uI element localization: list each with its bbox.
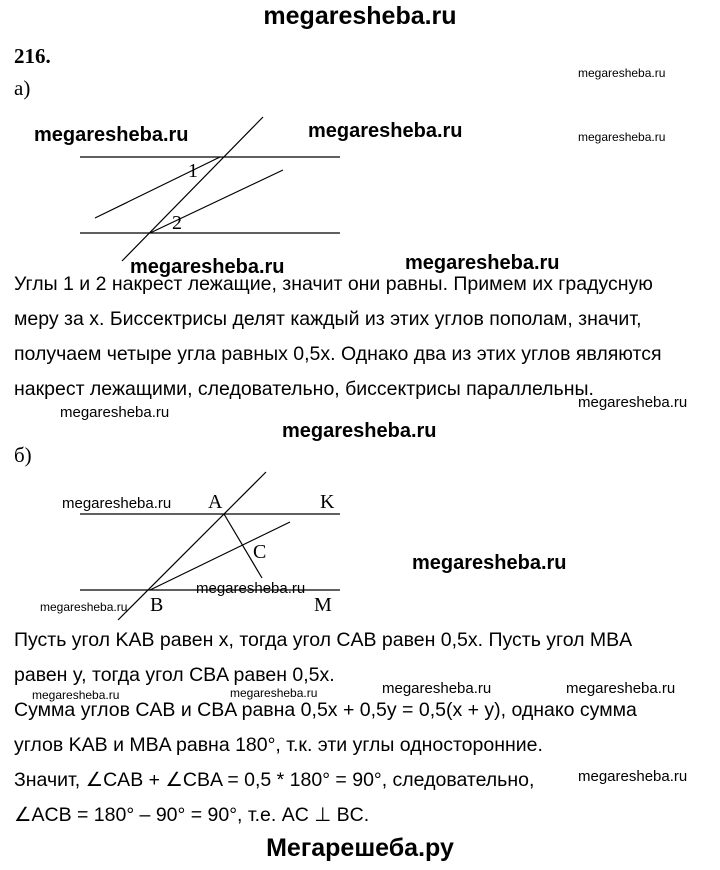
watermark: megaresheba.ru — [308, 120, 463, 142]
watermark: megaresheba.ru — [60, 404, 170, 421]
watermark: megaresheba.ru — [40, 600, 128, 614]
point-a-label: A — [208, 491, 223, 513]
text-line: углов KAB и MBA равна 180°, т.к. эти углы односторонние. — [14, 734, 543, 756]
watermark: megaresheba.ru — [382, 680, 492, 697]
watermark: megaresheba.ru — [34, 124, 189, 146]
site-header: megaresheba.ru — [263, 2, 457, 30]
part-a-text — [14, 267, 662, 407]
point-m-label: M — [314, 594, 332, 616]
watermark: megaresheba.ru — [412, 552, 567, 574]
part-b-text — [14, 623, 637, 833]
text-line: ∠ACB = 180° – 90° = 90°, т.е. AC ⊥ BC. — [14, 804, 370, 826]
watermark: megaresheba.ru — [578, 130, 666, 144]
watermark: megaresheba.ru — [62, 495, 172, 512]
point-k-label: K — [320, 491, 335, 513]
watermark: megaresheba.ru — [578, 768, 688, 785]
angle-2-label: 2 — [172, 212, 182, 234]
watermark: megaresheba.ru — [196, 580, 306, 597]
text-line: Значит, ∠CAB + ∠CBA = 0,5 * 180° = 90°, следовательно, — [14, 769, 535, 791]
text-line: Углы 1 и 2 накрест лежащие, значит они равны. Примем их градусную — [14, 273, 653, 295]
part-b-label: б) — [14, 443, 32, 467]
watermark: megaresheba.ru — [405, 252, 560, 274]
text-line: накрест лежащими, следовательно, биссектрисы параллельны. — [14, 378, 594, 400]
point-c-label: C — [253, 541, 267, 563]
watermark: megaresheba.ru — [32, 688, 120, 702]
watermark: megaresheba.ru — [282, 420, 437, 442]
site-footer: Мегарешеба.ру — [266, 834, 454, 862]
watermark: megaresheba.ru — [130, 256, 285, 278]
text-line: получаем четыре угла равных 0,5x. Однако два из этих углов являются — [14, 343, 662, 365]
point-b-label: B — [150, 594, 164, 616]
text-line: меру за x. Биссектрисы делят каждый из этих углов пополам, значит, — [14, 308, 642, 330]
problem-number: 216. — [14, 44, 51, 68]
part-a-label: а) — [14, 76, 31, 100]
watermark: megaresheba.ru — [230, 686, 318, 700]
angle-1-label: 1 — [188, 160, 198, 182]
watermark: megaresheba.ru — [578, 394, 688, 411]
watermark: megaresheba.ru — [578, 66, 666, 80]
text-line: Сумма углов CAB и CBA равна 0,5x + 0,5y = 0,5(x + y), однако сумма — [14, 699, 637, 721]
watermark: megaresheba.ru — [566, 680, 676, 697]
text-line: равен y, тогда угол CBA равен 0,5x. — [14, 664, 335, 686]
bisector-2 — [150, 170, 283, 233]
text-line: Пусть угол KAB равен x, тогда угол CAB равен 0,5x. Пусть угол MBA — [14, 629, 633, 651]
